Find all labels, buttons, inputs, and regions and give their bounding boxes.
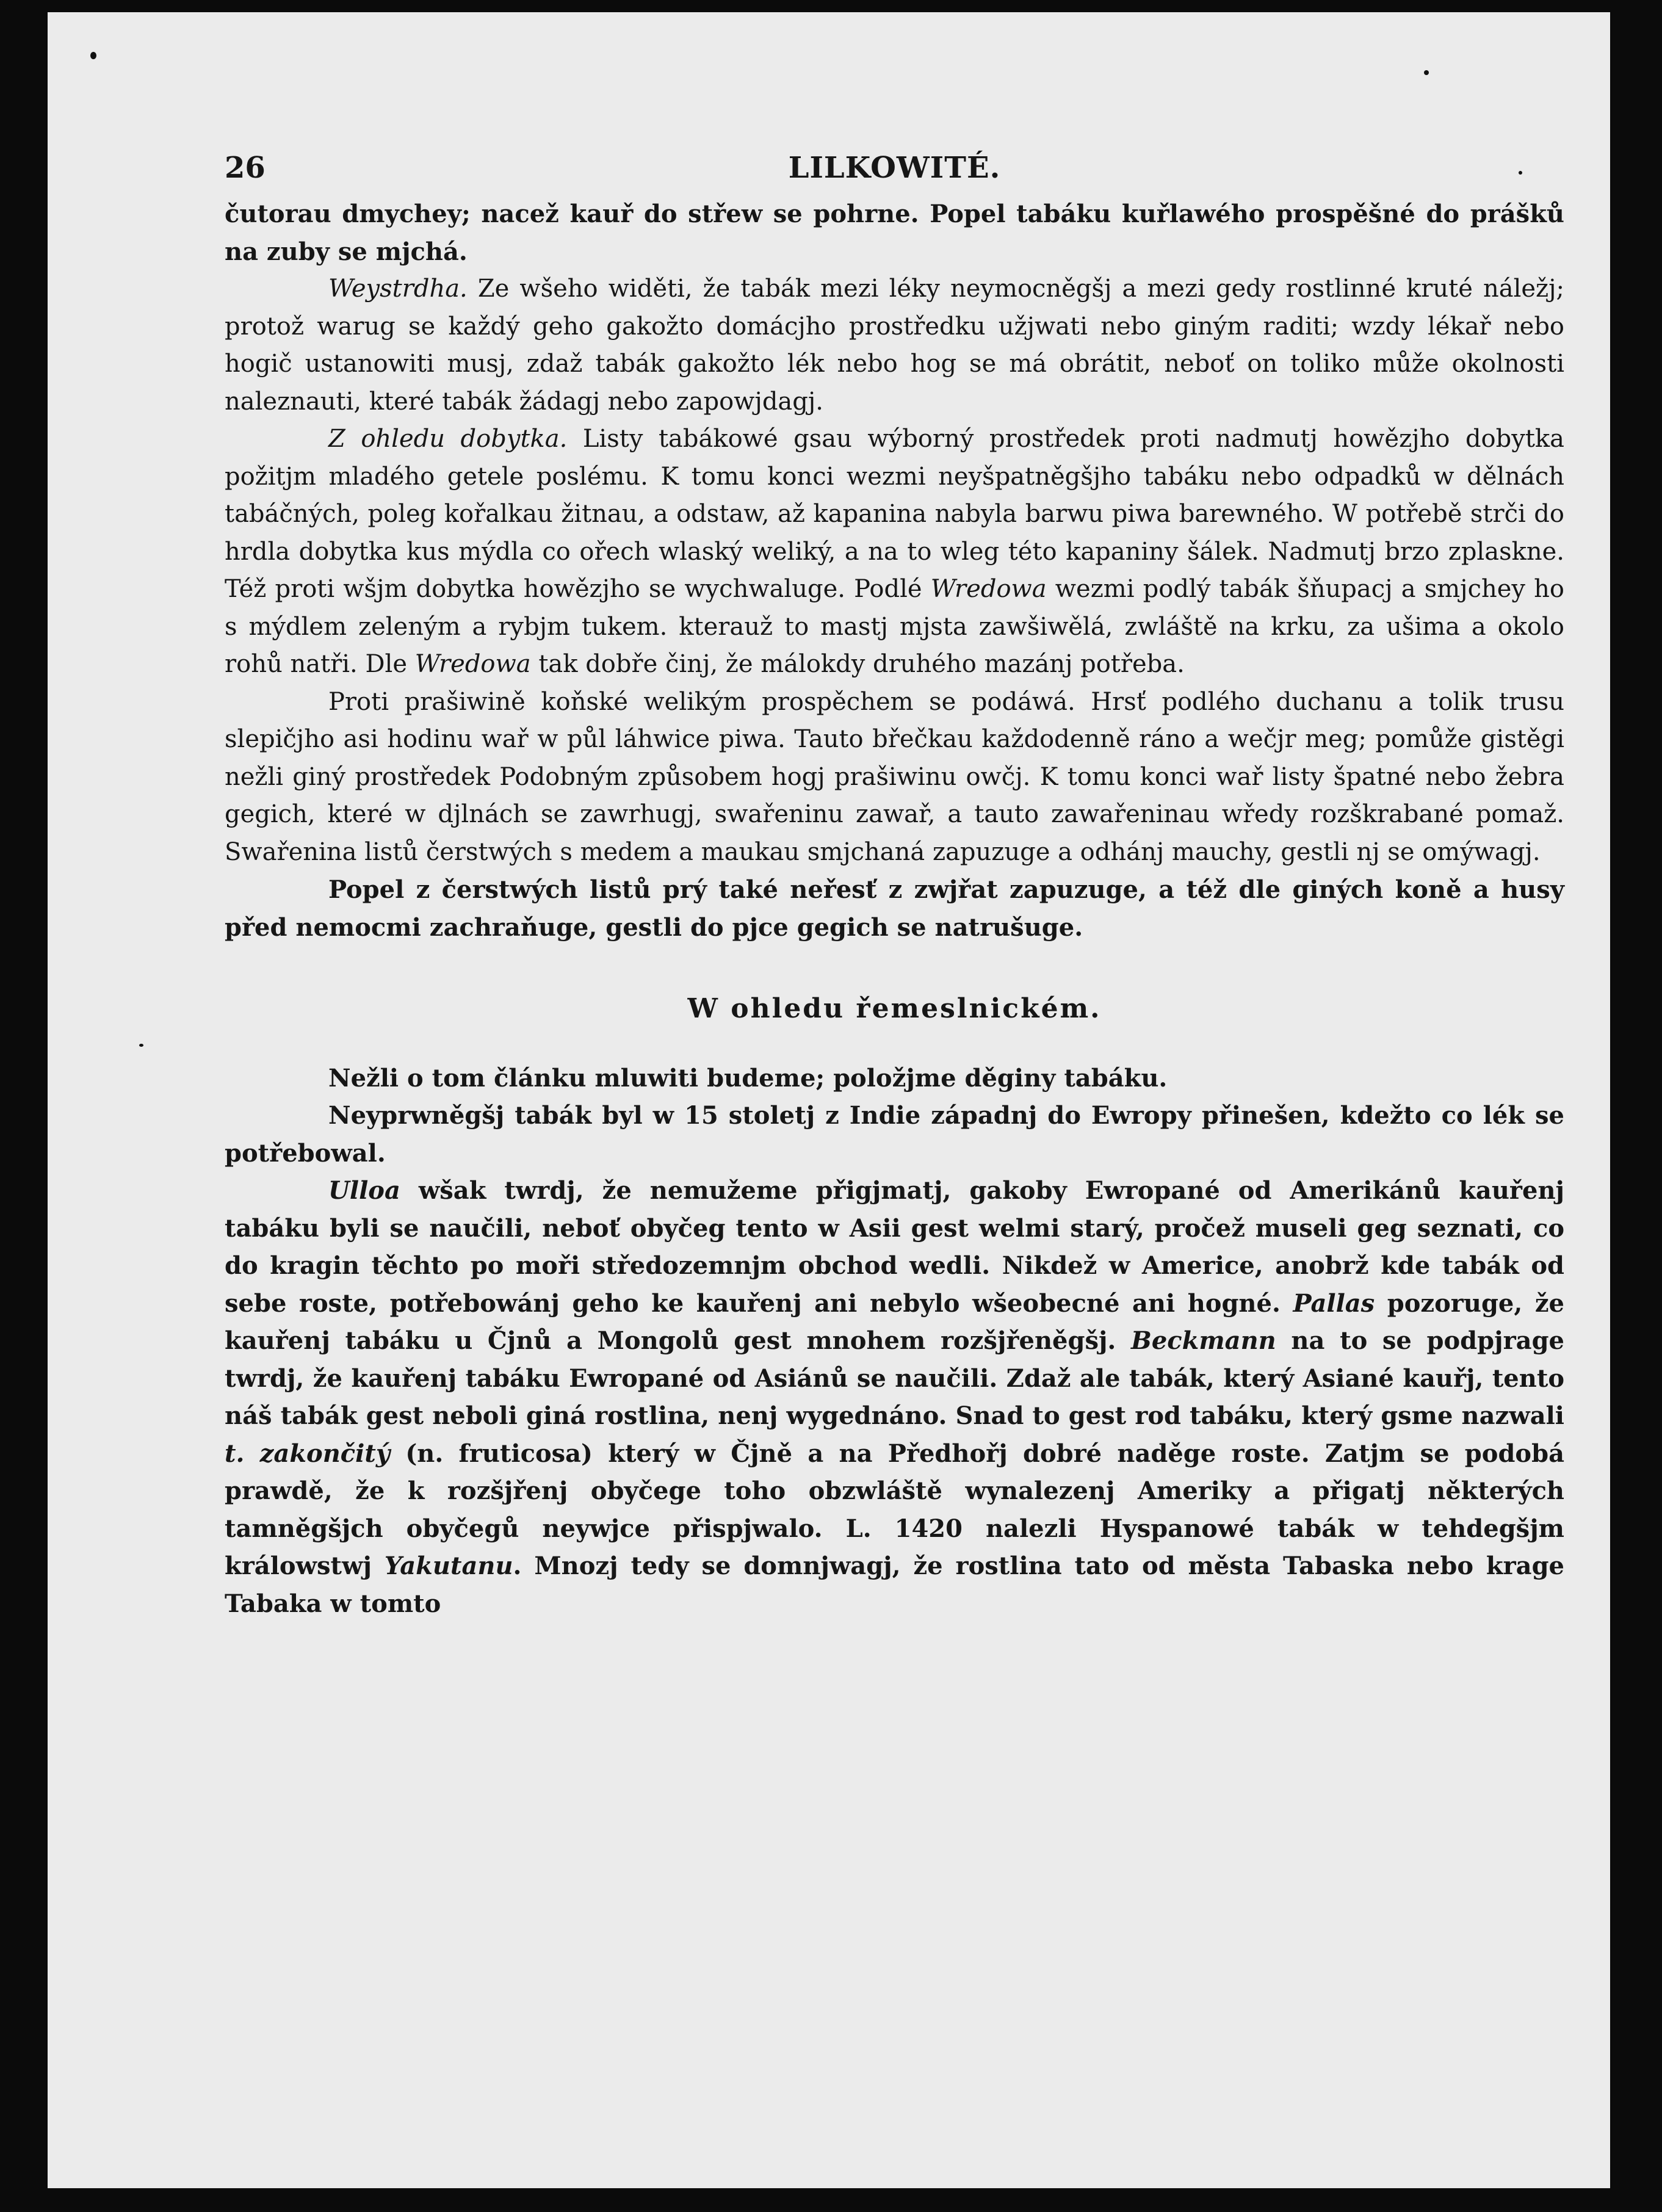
paragraph-text: tak dobře činj, že málokdy druhého mazánj potřeba. <box>530 650 1185 678</box>
paragraph-text: čutorau dmychey; nacež kauř do střew se pohrne. Popel tabáku kuřlawého prospěšné do prášků na zuby se mjchá. <box>225 200 1564 266</box>
page-content <box>225 134 1564 1622</box>
scan-speck <box>1424 70 1429 75</box>
author-reference: Wredowa <box>930 575 1047 603</box>
page-number: 26 <box>225 151 266 185</box>
paragraph-text: (n. fruticosa) který w Čjně a na Předhořj dobré naděge roste. Zatjm se podobá prawdě, že k rozšjřenj obyčege toho obzwláště wynalezenj Ameriky a přigatj některých tamněgšjch obyčegů neywjce přispjwalo. L. 1420 nalezli Hyspanowé tabák w tehdegšjm králowstwj <box>225 1439 1564 1580</box>
scan-speck <box>139 1044 143 1047</box>
author-reference: Pallas <box>1293 1289 1375 1318</box>
book-page <box>48 12 1610 2188</box>
paragraph-label: Z ohledu dobytka. <box>328 425 568 453</box>
author-reference: Wredowa <box>414 650 531 678</box>
paragraph-text: Neyprwněgšj tabák byl w 15 stoletj z Indie západnj do Ewropy přinešen, kdežto co lék se potřebowal. <box>225 1101 1564 1168</box>
paragraph-text: Nežli o tom článku mluwiti budeme; položjme děginy tabáku. <box>328 1063 1168 1093</box>
paragraph-text: na to se podpjrage twrdj, že kauřenj tabáku Ewropané od Asiánů se naučili. Zdaž ale tabák, který Asiané kauřj, tento náš tabák gest neboli giná rostlina, nenj wygednáno. Snad to gest rod tabáku, který gsme nazwali <box>225 1326 1565 1430</box>
paragraph-text: wšak twrdj, že nemužeme přigjmatj, gakoby Ewropané od Amerikánů kauřenj tabáku byli se naučili, neboť obyčeg tento w Asii gest welmi starý, pročež museli geg seznati, co do kragin těchto po moři středozemnjm obchod wedli. Nikdež w Americe, anobrž kde tabák od sebe roste, potřebowánj geho ke kauřenj ani nebylo wšeobecné ani hogné. <box>225 1176 1564 1318</box>
page-header <box>225 134 1564 195</box>
paragraph-text: . Mnozj tedy se domnjwagj, že rostlina tato od města Tabaska nebo krage Tabaka w tomto <box>225 1552 1565 1618</box>
place-reference: Yakutanu <box>384 1552 513 1580</box>
paragraph-text: Proti prašiwině koňské welikým prospěchem se podáwá. Hrsť podlého duchanu a tolik trusu slepičjho asi hodinu wař w půl láhwice piwa. Tauto břečkau každodenně ráno a wečjr meg; pomůže gistěgi nežli giný prostředek Podobným způsobem hogj prašiwinu owčj. K tomu konci wař listy špatné nebo žebra gegich, které w djlnách se zawrhugj, swařeninu zawař, a tauto zawařeninau wředy rozškrabané pomaž. Swařenina listů čerstwých s medem a maukau smjchaná zapuzuge a odhánj mauchy, gestli nj se omýwagj. <box>225 687 1564 866</box>
section-heading: W ohledu řemeslnickém. <box>687 993 1102 1024</box>
paragraph-label: Weystrdha. <box>328 275 468 303</box>
author-reference: Beckmann <box>1131 1326 1276 1355</box>
paragraph <box>225 1060 1564 1097</box>
paragraph-text: Popel z čerstwých listů prý také neřesť z zwjřat zapuzuge, a též dle giných koně a husy před nemocmi zachraňuge, gestli do pjce gegich se natrušuge. <box>225 875 1564 942</box>
paragraph <box>225 270 1564 421</box>
paragraph <box>225 684 1564 872</box>
paragraph <box>225 421 1564 684</box>
paragraph <box>225 195 1564 270</box>
paragraph <box>225 871 1564 946</box>
paragraph <box>225 1172 1564 1622</box>
author-reference: Ulloa <box>328 1176 400 1205</box>
paragraph-text: pozoruge, že kauřenj tabáku u Čjnů a Mongolů gest mnohem rozšjřeněgšj. <box>225 1289 1565 1355</box>
paragraph-text: wezmi podlý tabák šňupacj a smjchey ho s mýdlem zeleným a rybjm tukem. kterauž to mastj mjsta zawšiwělá, zwláště na krku, za ušima a okolo rohů natři. Dle <box>225 575 1564 678</box>
paragraph-text: Ze wšeho widěti, že tabák mezi léky neymocněgšj a mezi gedy rostlinné kruté náležj; protož warug se každý geho gakožto domácjho prostředku užjwati nebo giným raditi; wzdy lékař nebo hogič ustanowiti musj, zdaž tabák gakožto lék nebo hog se má obrátit, neboť on toliko může okolnosti naleznauti, které tabák žádagj nebo zapowjdagj. <box>225 275 1564 416</box>
scan-speck <box>90 52 96 59</box>
term-reference: t. zakončitý <box>225 1439 391 1468</box>
paragraph <box>225 1097 1564 1172</box>
paragraph-text: Listy tabákowé gsau wýborný prostředek proti nadmutj howězjho dobytka požitjm mladého getele poslému. K tomu konci wezmi neyšpatněgšjho tabáku nebo odpadků w dělnách tabáčných, poleg kořalkau žitnau, a odstaw, až kapanina nabyla barwu piwa barewného. W potřebě strči do hrdla dobytka kus mýdla co ořech wlaský weliký, a na to wleg této kapaniny šálek. Nadmutj brzo zplaskne. Též proti wšjm dobytka howězjho se wychwaluge. Podlé <box>225 425 1564 603</box>
running-title: LILKOWITÉ. <box>788 151 1001 185</box>
